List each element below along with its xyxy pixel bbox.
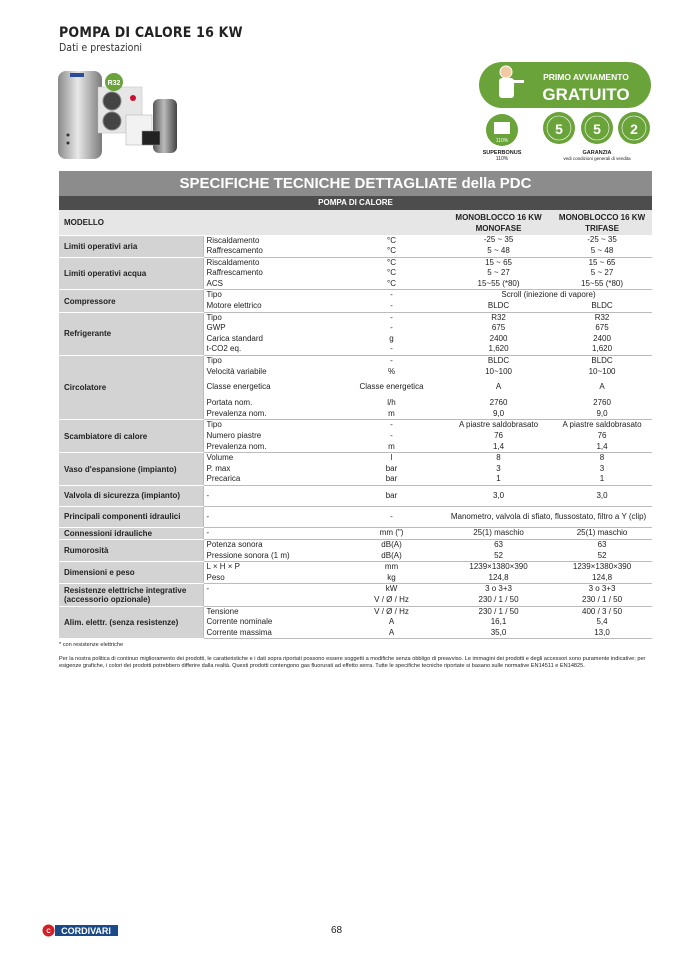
spec-value-monofase: 2400 (489, 333, 508, 343)
warranty-badge-pdc (618, 112, 650, 144)
svg-text:5: 5 (593, 121, 601, 137)
spec-sublabel: Prevalenza nom. (203, 442, 338, 453)
spec-value-monofase: 1 (445, 474, 552, 485)
spec-unit: - (390, 312, 393, 322)
spec-value-monofase: 15~55 (*80) (445, 279, 552, 290)
spec-row (59, 453, 652, 464)
spec-unit: bar (338, 474, 445, 485)
cordivari-logo (42, 924, 118, 937)
spec-sublabel: Portata nom. (203, 398, 338, 409)
spec-value-trifase: 124,8 (552, 573, 652, 584)
spec-unit: °C (387, 257, 396, 267)
page-title: POMPA DI CALORE 16 KW (59, 25, 243, 41)
spec-unit: °C (387, 235, 396, 245)
spec-value-monofase: 230 / 1 / 50 (478, 606, 519, 616)
spec-sublabel: - (203, 584, 338, 595)
spec-value-trifase: 1 (552, 474, 652, 485)
spec-unit: °C (338, 246, 445, 257)
large-tank (58, 71, 102, 159)
spec-group-label: Limiti operativi acqua (59, 257, 203, 290)
spec-unit: bar (338, 485, 445, 506)
spec-unit: l (390, 453, 393, 463)
spec-group-label: Compressore (59, 290, 203, 312)
spec-value-trifase: 1239×1380×390 (572, 562, 632, 572)
spec-value-trifase: 13,0 (552, 628, 652, 639)
spec-unit: m (338, 409, 445, 420)
spec-unit: Classe energetica (359, 382, 424, 392)
spec-unit: - (338, 301, 445, 312)
promo-line1: PRIMO AVVIAMENTO (543, 72, 629, 82)
spec-group-label: Valvola di sicurezza (impianto) (59, 485, 203, 506)
svg-text:C: C (46, 929, 51, 935)
garanzia-note: vedi condizioni generali di vendita (563, 156, 631, 161)
spec-value-trifase: BLDC (552, 301, 652, 312)
spec-unit: °C (338, 279, 445, 290)
spec-group-label: Alim. elettr. (senza resistenze) (59, 606, 203, 639)
spec-unit: g (389, 333, 394, 343)
spec-sublabel: Tipo (203, 312, 338, 323)
spec-group-label: Circolatore (59, 356, 203, 420)
spec-sublabel: Motore elettrico (203, 301, 338, 312)
spec-value-trifase: 9,0 (552, 409, 652, 420)
spec-value-monofase: 76 (494, 431, 503, 440)
spec-sublabel: Volume (203, 453, 338, 464)
spec-group-label: Connessioni idrauliche (59, 527, 203, 539)
page-number: 68 (331, 925, 343, 936)
spec-sublabel: Corrente nominale (203, 617, 338, 628)
spec-unit: V / Ø / Hz (374, 606, 409, 616)
spec-value-monofase: 3,0 (445, 485, 552, 506)
spec-value-monofase: 2760 (489, 398, 508, 408)
spec-sublabel: L × H × P (203, 562, 338, 573)
spec-value-trifase: 10~100 (588, 366, 616, 376)
spec-value-trifase: 5 ~ 48 (552, 246, 652, 257)
spec-unit: mm (384, 562, 399, 572)
spec-unit: - (338, 344, 445, 355)
model-col1: MONOBLOCCO 16 KW MONOFASE (445, 210, 552, 235)
spec-row (59, 235, 652, 246)
spec-value-trifase: 3 o 3+3 (588, 584, 616, 594)
spec-sublabel: Raffrescamento (203, 246, 338, 257)
spec-unit: - (390, 356, 393, 366)
spec-value-trifase: 675 (595, 323, 609, 333)
spec-sublabel: Riscaldamento (203, 257, 338, 268)
spec-value-monofase: 1,620 (445, 344, 552, 355)
spec-unit: V / Ø / Hz (338, 595, 445, 606)
spec-unit: - (390, 431, 393, 440)
spec-value-monofase: 675 (491, 323, 506, 333)
footnote: * con resistenze elettriche (59, 642, 124, 648)
spec-value-monofase: A (495, 382, 502, 392)
spec-value-trifase: 15~55 (*80) (552, 279, 652, 290)
spec-unit: dB(A) (381, 539, 402, 549)
spec-value-monofase: 5 ~ 27 (487, 268, 510, 278)
spec-group-label: Dimensioni e peso (59, 562, 203, 584)
spec-group-label: Principali componenti idraulici (59, 506, 203, 527)
promo-banner (474, 60, 654, 170)
spec-unit: - (390, 323, 393, 333)
spec-value-monofase: 8 (496, 453, 501, 463)
spec-value-trifase: 230 / 1 / 50 (552, 595, 652, 606)
svg-text:CORDIVARI: CORDIVARI (61, 926, 111, 936)
spec-sublabel: Raffrescamento (203, 268, 338, 279)
spec-sublabel: Numero piastre (203, 431, 338, 442)
spec-value-trifase: 2400 (593, 333, 611, 343)
spec-sublabel: ACS (203, 279, 338, 290)
svg-text:R32: R32 (107, 80, 121, 87)
spec-value-monofase: 52 (445, 551, 552, 562)
spec-value-monofase: 63 (494, 539, 503, 549)
product-image (56, 63, 186, 163)
spec-value-monofase: 10~100 (485, 366, 512, 376)
spec-value-monofase: BLDC (445, 301, 552, 312)
warranty-badge-compressore (581, 112, 613, 144)
spec-group-label: Vaso d'espansione (impianto) (59, 453, 203, 486)
spec-value-monofase: 3 (496, 463, 501, 473)
svg-text:110%: 110% (495, 138, 509, 144)
spec-title: SPECIFICHE TECNICHE DETTAGLIATE della PDC (59, 171, 652, 196)
controller-icon (142, 131, 160, 145)
spec-value-trifase: 76 (597, 431, 607, 440)
page-subtitle: Dati e prestazioni (59, 42, 143, 54)
spec-value-monofase: 35,0 (445, 628, 552, 639)
svg-text:2: 2 (630, 121, 638, 137)
spec-sublabel: GWP (203, 323, 338, 334)
spec-value-monofase: 9,0 (445, 409, 552, 420)
spec-value-monofase: 3 o 3+3 (485, 584, 512, 594)
model-header-row (59, 210, 652, 235)
spec-value-merged: Manometro, valvola di sfiato, flussostato, filtro a Y (clip) (445, 506, 652, 527)
spec-unit: dB(A) (338, 551, 445, 562)
spec-value-monofase: -25 ~ 35 (483, 235, 514, 245)
spec-value-trifase: R32 (594, 312, 610, 322)
spec-unit: - (390, 290, 393, 300)
spec-sublabel: Tensione (203, 606, 338, 617)
spec-unit: - (338, 506, 445, 527)
spec-sublabel: P. max (203, 464, 338, 475)
spec-unit: bar (385, 463, 398, 473)
svg-text:5: 5 (555, 121, 563, 137)
spec-sublabel: Prevalenza nom. (203, 409, 338, 420)
spec-value-trifase: 25(1) maschio (552, 527, 652, 539)
spec-value-monofase: R32 (491, 312, 506, 322)
superbonus-badge (486, 114, 518, 146)
spec-sublabel: Classe energetica (203, 377, 338, 398)
spec-value-trifase: A piastre saldobrasato (562, 420, 642, 430)
spec-sublabel: Tipo (203, 356, 338, 367)
spec-row (59, 584, 652, 595)
spec-value-trifase: 2760 (593, 398, 611, 408)
spec-unit: A (338, 628, 445, 639)
spec-unit: A (388, 617, 395, 627)
spec-value-trifase: 15 ~ 65 (588, 257, 616, 267)
spec-value-trifase: A (599, 382, 605, 392)
spec-sublabel: Potenza sonora (203, 539, 338, 550)
spec-value-trifase: 400 / 3 / 50 (582, 606, 623, 616)
superbonus-value: 110% (495, 156, 509, 162)
spec-row (59, 562, 652, 573)
spec-unit: °C (387, 268, 396, 278)
spec-value-trifase: 8 (599, 453, 605, 463)
spec-sublabel: Carica standard (203, 334, 338, 345)
spec-value-monofase: 5 ~ 48 (445, 246, 552, 257)
spec-group-label: Limiti operativi aria (59, 235, 203, 257)
spec-sublabel: - (203, 506, 338, 527)
promo-line2: GRATUITO (542, 85, 630, 104)
disclaimer: Per la nostra politica di continuo miglioramento dei prodotti, le caratteristiche e i dati sopra riportati possono essere soggetti a modifiche senza obbligo di preavviso. Le immagini dei prodotti e degli accessori sono puramente indicative; per esigenze grafiche, i colori dei prodotti potrebbero differire dalla realtà. Questi prodotti contengono gas fluorurati ad effetto serra. Tutte le specifiche tecniche riportate si basano sulle normative EN14511 e EN14825. (59, 656, 646, 669)
spec-sublabel: Velocità variabile (203, 367, 338, 378)
spec-row (59, 539, 652, 550)
spec-value-trifase: -25 ~ 35 (587, 235, 617, 245)
spec-unit: % (387, 366, 396, 376)
spec-table (59, 210, 652, 639)
spec-unit: mm (") (338, 527, 445, 539)
spec-value-trifase: 1,4 (552, 442, 652, 453)
spec-group-label: Resistenze elettriche integrative (accessorio opzionale) (59, 584, 203, 606)
spec-sublabel: - (203, 485, 338, 506)
spec-row (59, 420, 652, 431)
spec-sublabel: Tipo (203, 290, 338, 301)
spec-row (59, 257, 652, 268)
spec-subheader: POMPA DI CALORE (59, 196, 652, 210)
spec-sublabel: Precarica (203, 474, 338, 485)
spec-sublabel: - (203, 527, 338, 539)
spec-row (59, 312, 652, 323)
spec-value-monofase: BLDC (487, 356, 510, 366)
spec-row (59, 290, 652, 301)
spec-row (59, 527, 652, 539)
spec-unit: kg (338, 573, 445, 584)
spec-value-trifase: 5 ~ 27 (590, 268, 614, 278)
spec-value-trifase: 5,4 (596, 617, 608, 627)
warranty-badge-solutions (543, 112, 575, 144)
spec-sublabel (203, 595, 338, 606)
spec-value-monofase: 1239×1380×390 (469, 562, 528, 572)
spec-unit: kW (385, 584, 398, 594)
spec-value-monofase: 124,8 (445, 573, 552, 584)
garanzia-caption: GARANZIA (582, 150, 612, 156)
spec-value-trifase: 3,0 (552, 485, 652, 506)
spec-value-trifase: 63 (597, 539, 607, 549)
spec-unit: l/h (387, 398, 396, 408)
spec-row (59, 356, 652, 367)
spec-group-label: Scambiatore di calore (59, 420, 203, 453)
spec-value-monofase: 1,4 (445, 442, 552, 453)
spec-row (59, 606, 652, 617)
model-label: MODELLO (59, 210, 445, 235)
superbonus-caption: SUPERBONUS (482, 150, 522, 156)
spec-group-label: Rumorosità (59, 539, 203, 561)
spec-value-monofase: 230 / 1 / 50 (445, 595, 552, 606)
spec-sublabel: Peso (203, 573, 338, 584)
spec-group-label: Refrigerante (59, 312, 203, 355)
model-col2: MONOBLOCCO 16 KW TRIFASE (552, 210, 652, 235)
spec-value-monofase: 16,1 (490, 617, 507, 627)
spec-row (59, 506, 652, 527)
spec-sublabel: Corrente massima (203, 628, 338, 639)
spec-value-monofase: A piastre saldobrasato (458, 420, 539, 430)
spec-value-monofase: 25(1) maschio (445, 527, 552, 539)
spec-row (59, 485, 652, 506)
spec-value-trifase: 3 (599, 463, 605, 473)
spec-value-merged: Scroll (iniezione di vapore) (501, 290, 596, 300)
spec-unit: m (338, 442, 445, 453)
spec-value-trifase: 52 (552, 551, 652, 562)
spec-sublabel: Pressione sonora (1 m) (203, 551, 338, 562)
spec-unit: - (390, 420, 393, 430)
spec-value-trifase: 1,620 (552, 344, 652, 355)
spec-sublabel: Tipo (203, 420, 338, 431)
spec-value-monofase: 15 ~ 65 (485, 257, 512, 267)
spec-sublabel: Riscaldamento (203, 235, 338, 246)
spec-sublabel: t-CO2 eq. (203, 344, 338, 355)
spec-value-trifase: BLDC (591, 356, 613, 366)
